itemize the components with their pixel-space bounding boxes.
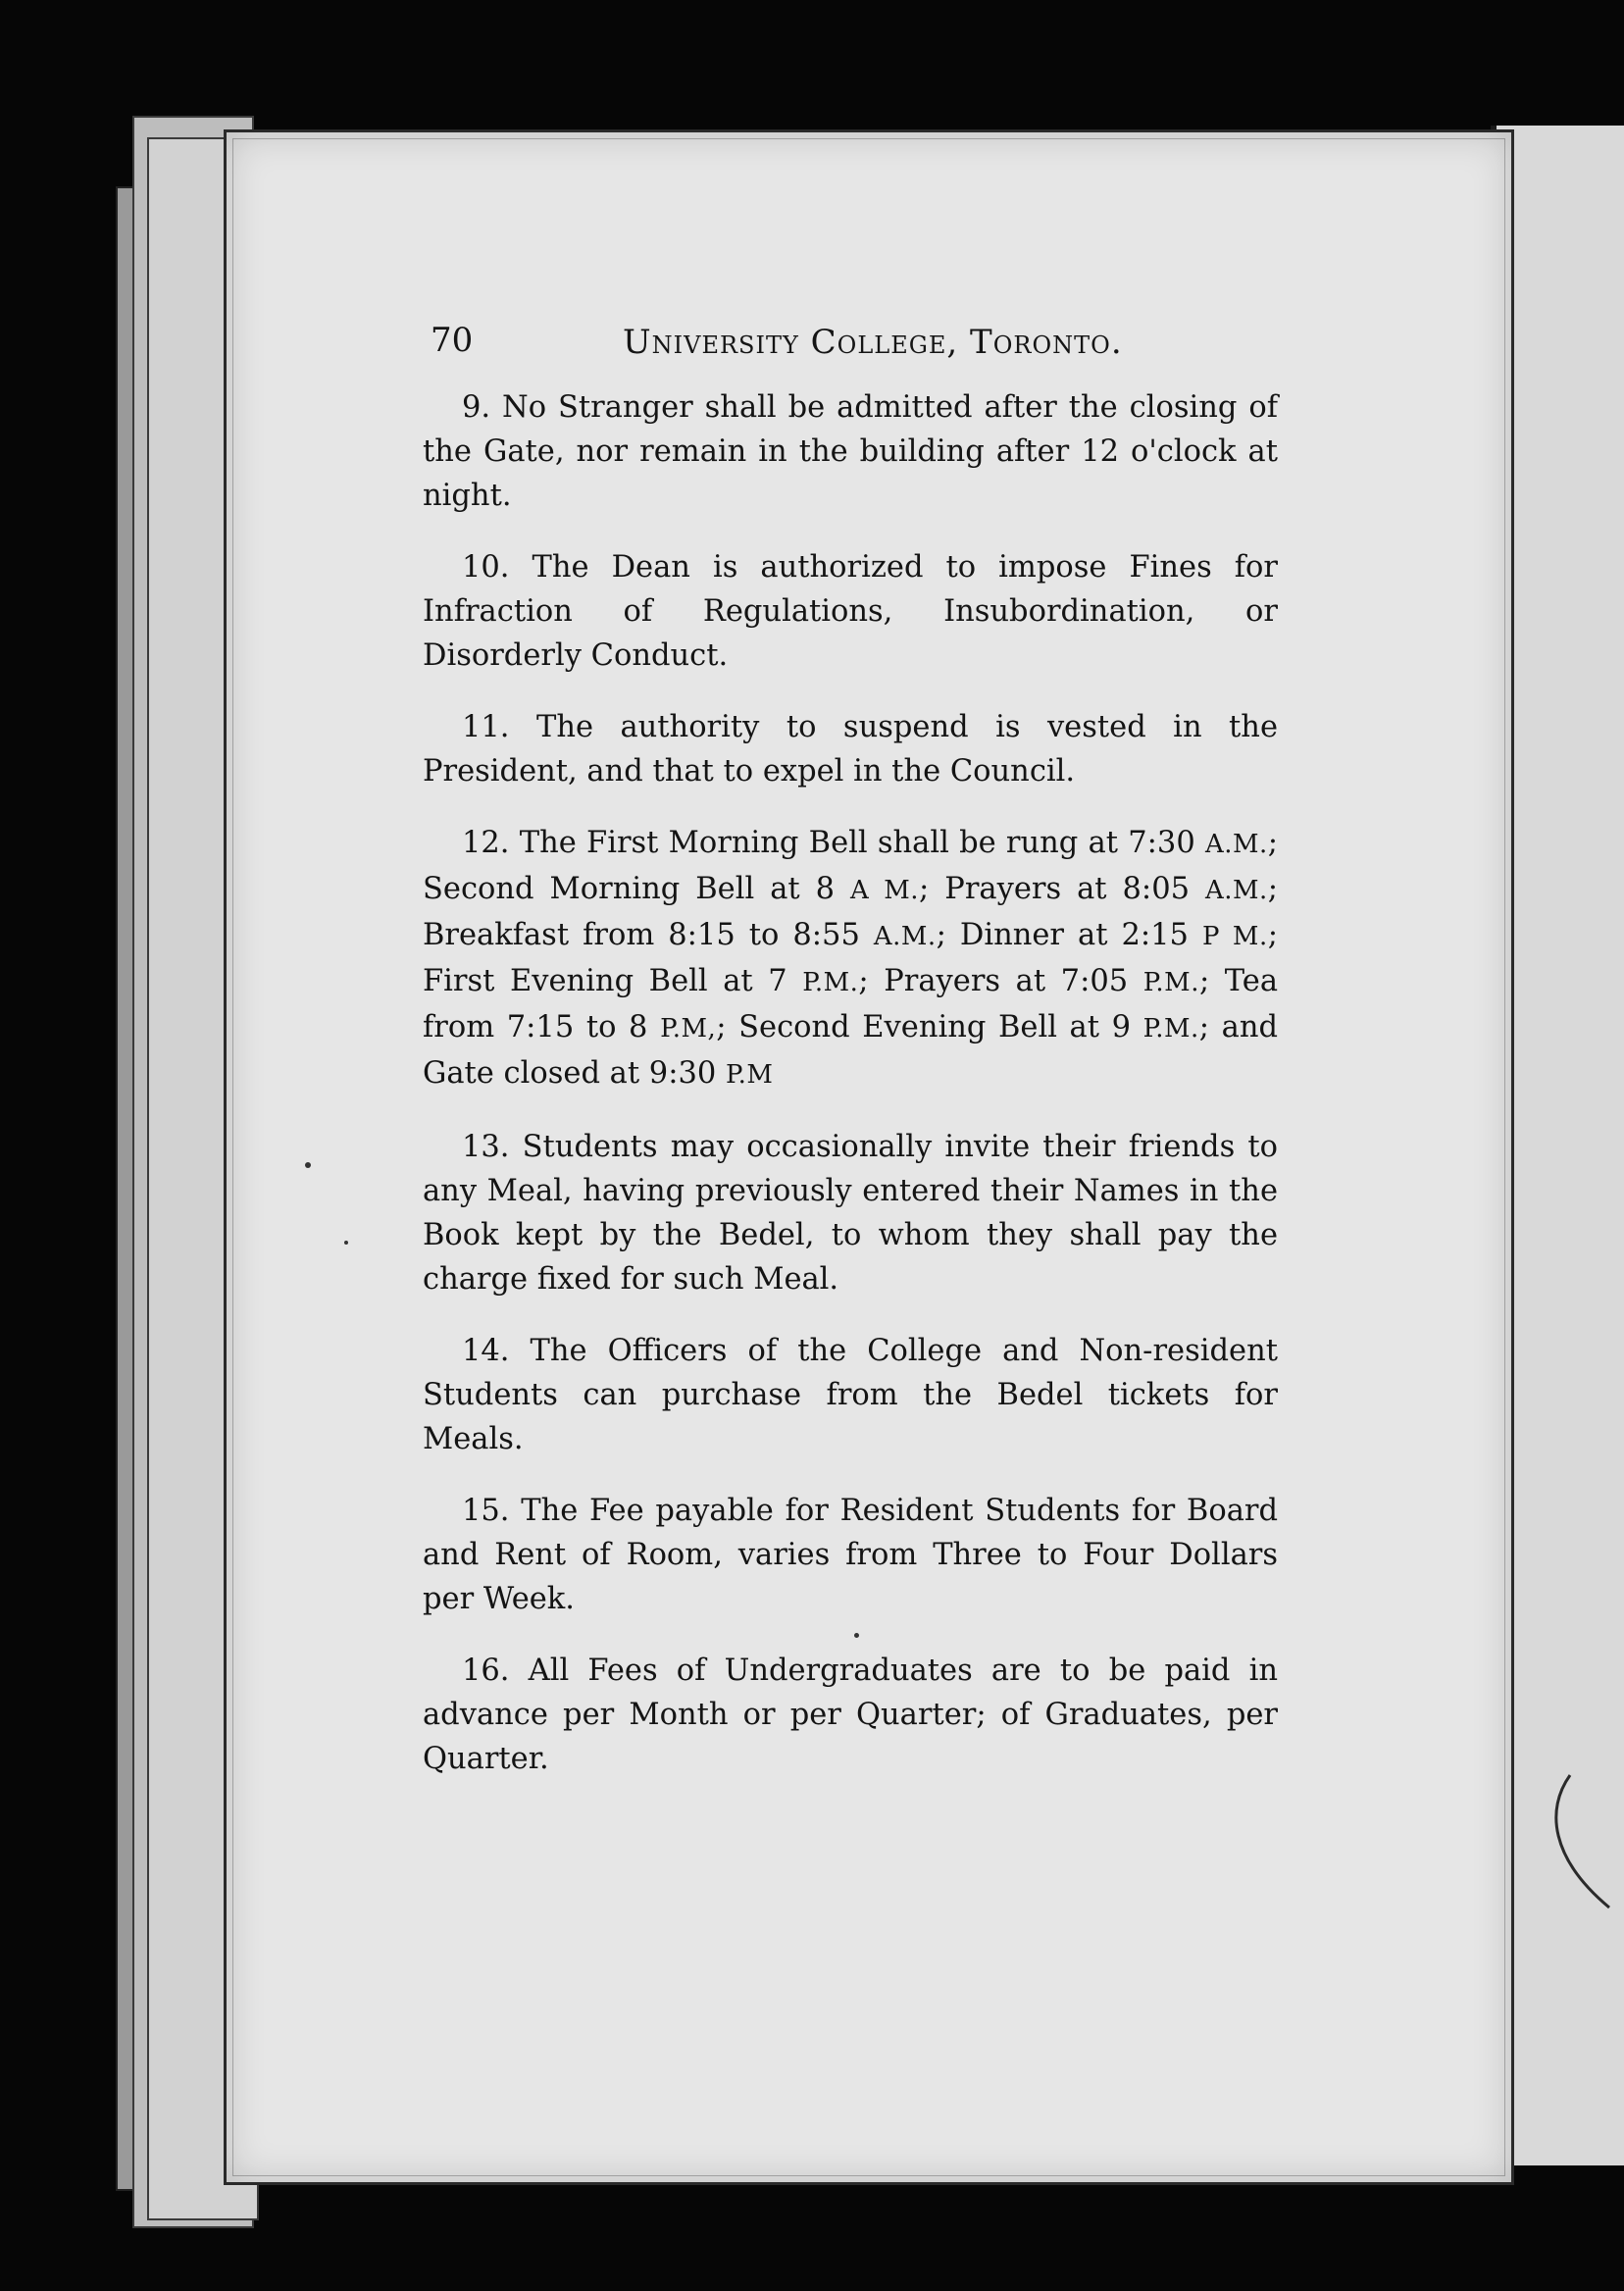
page-number: 70 xyxy=(431,321,474,360)
regulations-text xyxy=(423,385,1278,1808)
rule-12 xyxy=(423,821,1278,1097)
pencil-mark xyxy=(1541,1770,1619,1917)
rule-12-part: 12. The First Morning Bell shall be rung at 7:30 xyxy=(462,826,1205,860)
ink-speck xyxy=(305,1162,311,1168)
time-abbrev: P.M, xyxy=(660,1014,717,1044)
rule-9: 9. No Stranger shall be admitted after the closing of the Gate, nor remain in the building after 12 o'clock at night. xyxy=(423,390,1278,513)
rule-10: 10. The Dean is authorized to impose Fines for Infraction of Regulations, Insubordination, or Disorderly Conduct. xyxy=(423,550,1278,673)
time-abbrev: A.M. xyxy=(1205,830,1268,859)
ink-speck xyxy=(344,1241,348,1245)
rule-12-part: ; Breakfast from 8:15 to 8:55 xyxy=(423,872,1278,952)
running-head xyxy=(431,321,1294,380)
rule-12-part: ; Second Evening Bell at 9 xyxy=(716,1010,1143,1044)
running-title: University College, Toronto. xyxy=(623,323,1123,362)
time-abbrev: P.M xyxy=(726,1060,774,1090)
rule-12-part: ; Prayers at 8:05 xyxy=(919,872,1205,906)
rule-12-part: ; Second Morning Bell at 8 xyxy=(423,826,1278,906)
rule-16: 16. All Fees of Undergraduates are to be paid in advance per Month or per Quarter; of Graduates, per Quarter. xyxy=(423,1654,1278,1776)
time-abbrev: A M. xyxy=(850,876,920,905)
time-abbrev: P M. xyxy=(1201,922,1268,951)
rule-12-part: ; First Evening Bell at 7 xyxy=(423,918,1278,998)
book-page xyxy=(224,129,1514,2185)
time-abbrev: A.M. xyxy=(873,922,937,951)
rule-12-part: ; Prayers at 7:05 xyxy=(858,964,1143,998)
ink-speck xyxy=(854,1633,859,1638)
rule-12-part: ; Tea from 7:15 to 8 xyxy=(423,964,1279,1044)
time-abbrev: P.M. xyxy=(1142,968,1199,997)
rule-14: 14. The Officers of the College and Non-resident Students can purchase from the Bedel tickets for Meals. xyxy=(423,1334,1278,1456)
time-abbrev: P.M. xyxy=(802,968,859,997)
time-abbrev: P.M. xyxy=(1142,1014,1199,1044)
rule-13: 13. Students may occasionally invite their friends to any Meal, having previously entered their Names in the Book kept by the Bedel, to whom they shall pay the charge fixed for such Meal. xyxy=(423,1130,1278,1297)
rule-11: 11. The authority to suspend is vested in the President, and that to expel in the Council. xyxy=(423,710,1278,789)
rule-15: 15. The Fee payable for Resident Students for Board and Rent of Room, varies from Three to Four Dollars per Week. xyxy=(423,1494,1278,1616)
rule-12-part: ; Dinner at 2:15 xyxy=(936,918,1202,952)
time-abbrev: A.M. xyxy=(1205,876,1268,905)
rule-12-part: ; and Gate closed at 9:30 xyxy=(423,1010,1279,1091)
